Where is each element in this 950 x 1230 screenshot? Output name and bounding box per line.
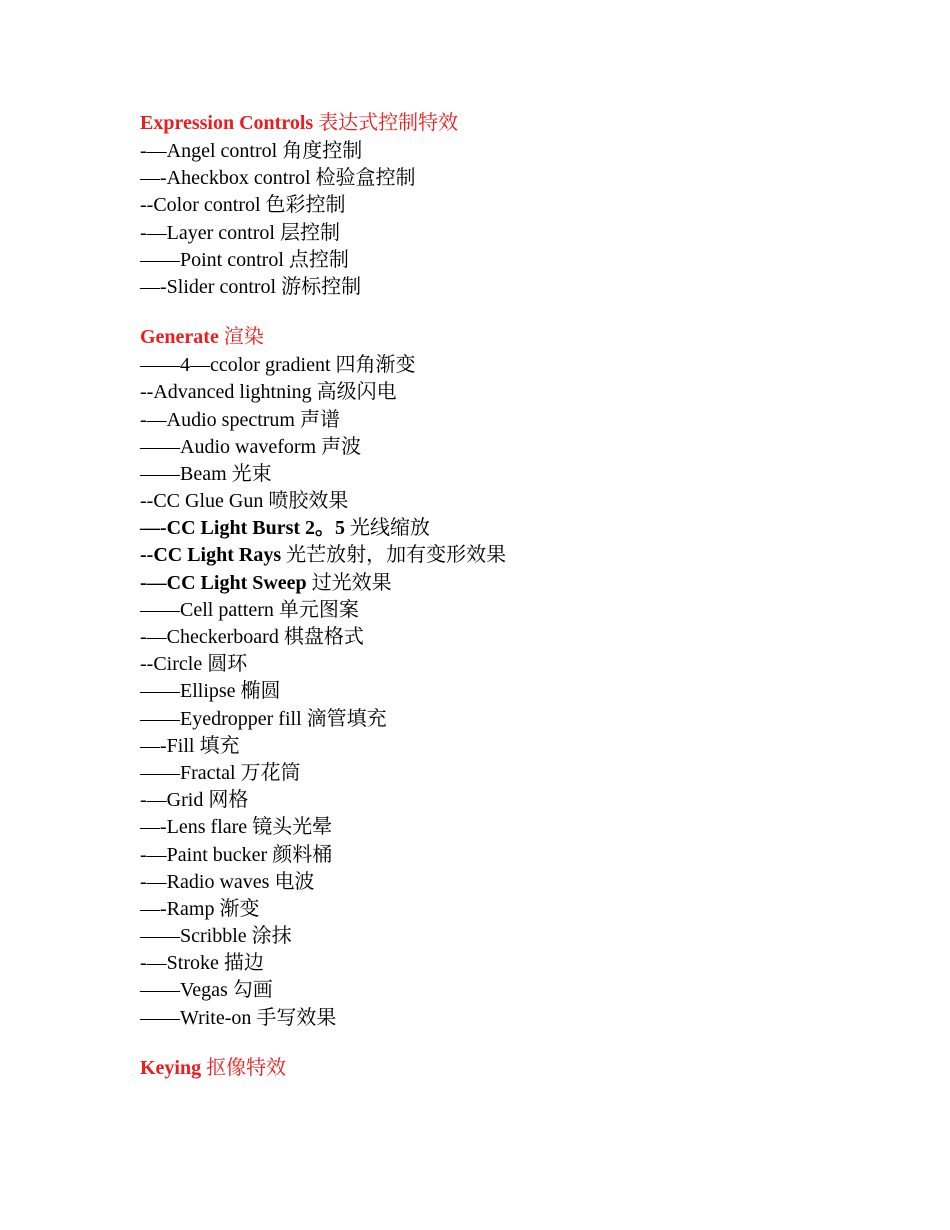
list-item (140, 434, 900, 461)
item-desc: 网格 (208, 789, 249, 812)
item-desc: 层控制 (279, 221, 340, 244)
item-prefix: —— (140, 462, 180, 485)
item-prefix: -— (140, 952, 167, 975)
list-item (140, 678, 900, 705)
item-name: Beam (180, 462, 227, 485)
item-name: Cell pattern (180, 598, 274, 621)
item-prefix: —- (140, 517, 167, 540)
list-item (140, 192, 900, 219)
item-name: Eyedropper fill (180, 707, 302, 730)
list-item (140, 651, 900, 678)
item-desc: 电波 (274, 870, 315, 893)
list-item (140, 542, 900, 569)
item-prefix: —- (140, 734, 167, 757)
item-name: Stroke (166, 952, 219, 975)
item-desc: 填充 (199, 734, 240, 757)
item-prefix: —— (140, 598, 180, 621)
item-name: Lens flare (166, 816, 248, 839)
item-desc: 色彩控制 (265, 194, 346, 217)
item-desc: 涂抹 (251, 925, 292, 948)
item-name: CC Light Burst 2。5 (166, 517, 346, 540)
item-name: 4—ccolor gradient (180, 354, 331, 377)
list-item (140, 706, 900, 733)
item-prefix: -— (140, 626, 167, 648)
item-prefix: —— (140, 979, 180, 1002)
item-name: CC Glue Gun (153, 490, 264, 513)
item-desc: 点控制 (288, 248, 349, 271)
item-name: Fractal (180, 761, 236, 784)
item-name: Scribble (180, 925, 247, 948)
item-desc: 勾画 (232, 979, 273, 1002)
item-desc: 声波 (321, 435, 362, 458)
item-prefix: -— (140, 870, 167, 893)
item-prefix: —- (140, 167, 167, 190)
item-prefix: —- (140, 816, 167, 839)
item-prefix: —— (140, 248, 180, 271)
item-desc: 喷胶效果 (268, 490, 349, 513)
item-prefix: -- (140, 544, 154, 567)
item-desc: 描边 (223, 952, 264, 975)
item-prefix: -- (140, 653, 154, 676)
item-name: Slider control (166, 275, 277, 298)
item-prefix: -- (140, 381, 154, 404)
list-item (140, 760, 900, 787)
item-desc: 椭圆 (240, 680, 281, 703)
item-name: Vegas (180, 979, 228, 1002)
item-prefix: -— (140, 843, 167, 866)
section-heading (140, 322, 900, 352)
item-desc: 手写效果 (256, 1006, 337, 1029)
item-desc: 光芒放射，加有变形效果 (286, 544, 507, 567)
item-name: Radio waves (166, 870, 270, 893)
item-prefix: —— (140, 354, 180, 377)
item-name: Point control (180, 248, 284, 271)
item-desc: 角度控制 (282, 140, 363, 162)
item-desc: 滴管填充 (306, 707, 387, 730)
item-prefix: -— (140, 789, 167, 812)
item-name: Layer control (166, 221, 275, 244)
heading-english: Expression Controls (140, 112, 314, 134)
item-prefix: —— (140, 1006, 180, 1029)
item-name: Angel control (166, 140, 278, 162)
item-name: Ramp (166, 897, 215, 920)
item-desc: 声谱 (299, 408, 340, 431)
list-item (140, 896, 900, 923)
section-heading (140, 108, 900, 138)
item-desc: 棋盘格式 (283, 626, 364, 648)
list-item (140, 787, 900, 814)
item-prefix: —— (140, 707, 180, 730)
list-item (140, 488, 900, 515)
item-prefix: -- (140, 490, 154, 513)
item-name: Advanced lightning (153, 381, 312, 404)
section-heading (140, 1053, 900, 1083)
list-item (140, 352, 900, 379)
item-prefix: —- (140, 275, 167, 298)
list-item (140, 923, 900, 950)
item-name: Audio waveform (180, 435, 317, 458)
item-name: Circle (153, 653, 203, 676)
item-prefix: -— (140, 408, 167, 431)
list-item (140, 597, 900, 624)
heading-chinese: 表达式控制特效 (318, 112, 459, 134)
list-item (140, 570, 900, 597)
list-item (140, 515, 900, 542)
list-item (140, 461, 900, 488)
section-expression-controls (140, 108, 900, 301)
item-name: Ellipse (180, 680, 236, 703)
item-name: CC Light Sweep (166, 571, 307, 594)
item-prefix: —— (140, 680, 180, 703)
item-desc: 检验盒控制 (315, 167, 416, 190)
list-item (140, 165, 900, 192)
item-prefix: —- (140, 897, 167, 920)
list-item (140, 274, 900, 301)
list-item (140, 624, 900, 651)
item-desc: 游标控制 (281, 275, 362, 298)
item-desc: 镜头光晕 (252, 816, 333, 839)
item-desc: 高级闪电 (316, 381, 397, 404)
item-name: Audio spectrum (166, 408, 295, 431)
item-name: Checkerboard (166, 626, 279, 648)
section-generate (140, 322, 900, 1032)
list-item (140, 1005, 900, 1032)
list-item (140, 869, 900, 896)
item-prefix: —— (140, 761, 180, 784)
item-name: Aheckbox control (166, 167, 311, 190)
heading-english: Keying (140, 1056, 202, 1079)
list-item (140, 407, 900, 434)
item-prefix: -- (140, 194, 154, 217)
list-item (140, 842, 900, 869)
item-desc: 万花筒 (240, 761, 301, 784)
list-item (140, 950, 900, 977)
document-page (140, 108, 900, 1083)
item-name: Paint bucker (166, 843, 268, 866)
list-item (140, 814, 900, 841)
list-item (140, 977, 900, 1004)
item-prefix: -— (140, 140, 167, 162)
item-name: Color control (153, 194, 261, 217)
heading-chinese: 抠像特效 (206, 1056, 287, 1079)
item-desc: 四角渐变 (335, 354, 416, 377)
heading-english: Generate (140, 326, 219, 349)
item-desc: 单元图案 (278, 598, 359, 621)
item-desc: 圆环 (207, 653, 248, 676)
item-desc: 颜料桶 (272, 843, 333, 866)
item-name: CC Light Rays (153, 544, 282, 567)
item-desc: 过光效果 (311, 571, 392, 594)
list-item (140, 733, 900, 760)
item-desc: 光线缩放 (350, 517, 431, 540)
item-desc: 光束 (231, 462, 272, 485)
section-keying (140, 1053, 900, 1083)
list-item (140, 379, 900, 406)
item-name: Fill (166, 734, 195, 757)
item-prefix: —— (140, 435, 180, 458)
item-desc: 渐变 (219, 897, 260, 920)
heading-chinese: 渲染 (223, 326, 264, 349)
list-item (140, 138, 900, 165)
item-name: Write-on (180, 1006, 252, 1029)
list-item (140, 220, 900, 247)
item-prefix: -— (140, 221, 167, 244)
item-prefix: —— (140, 925, 180, 948)
item-name: Grid (166, 789, 204, 812)
list-item (140, 247, 900, 274)
item-prefix: -— (140, 571, 167, 594)
